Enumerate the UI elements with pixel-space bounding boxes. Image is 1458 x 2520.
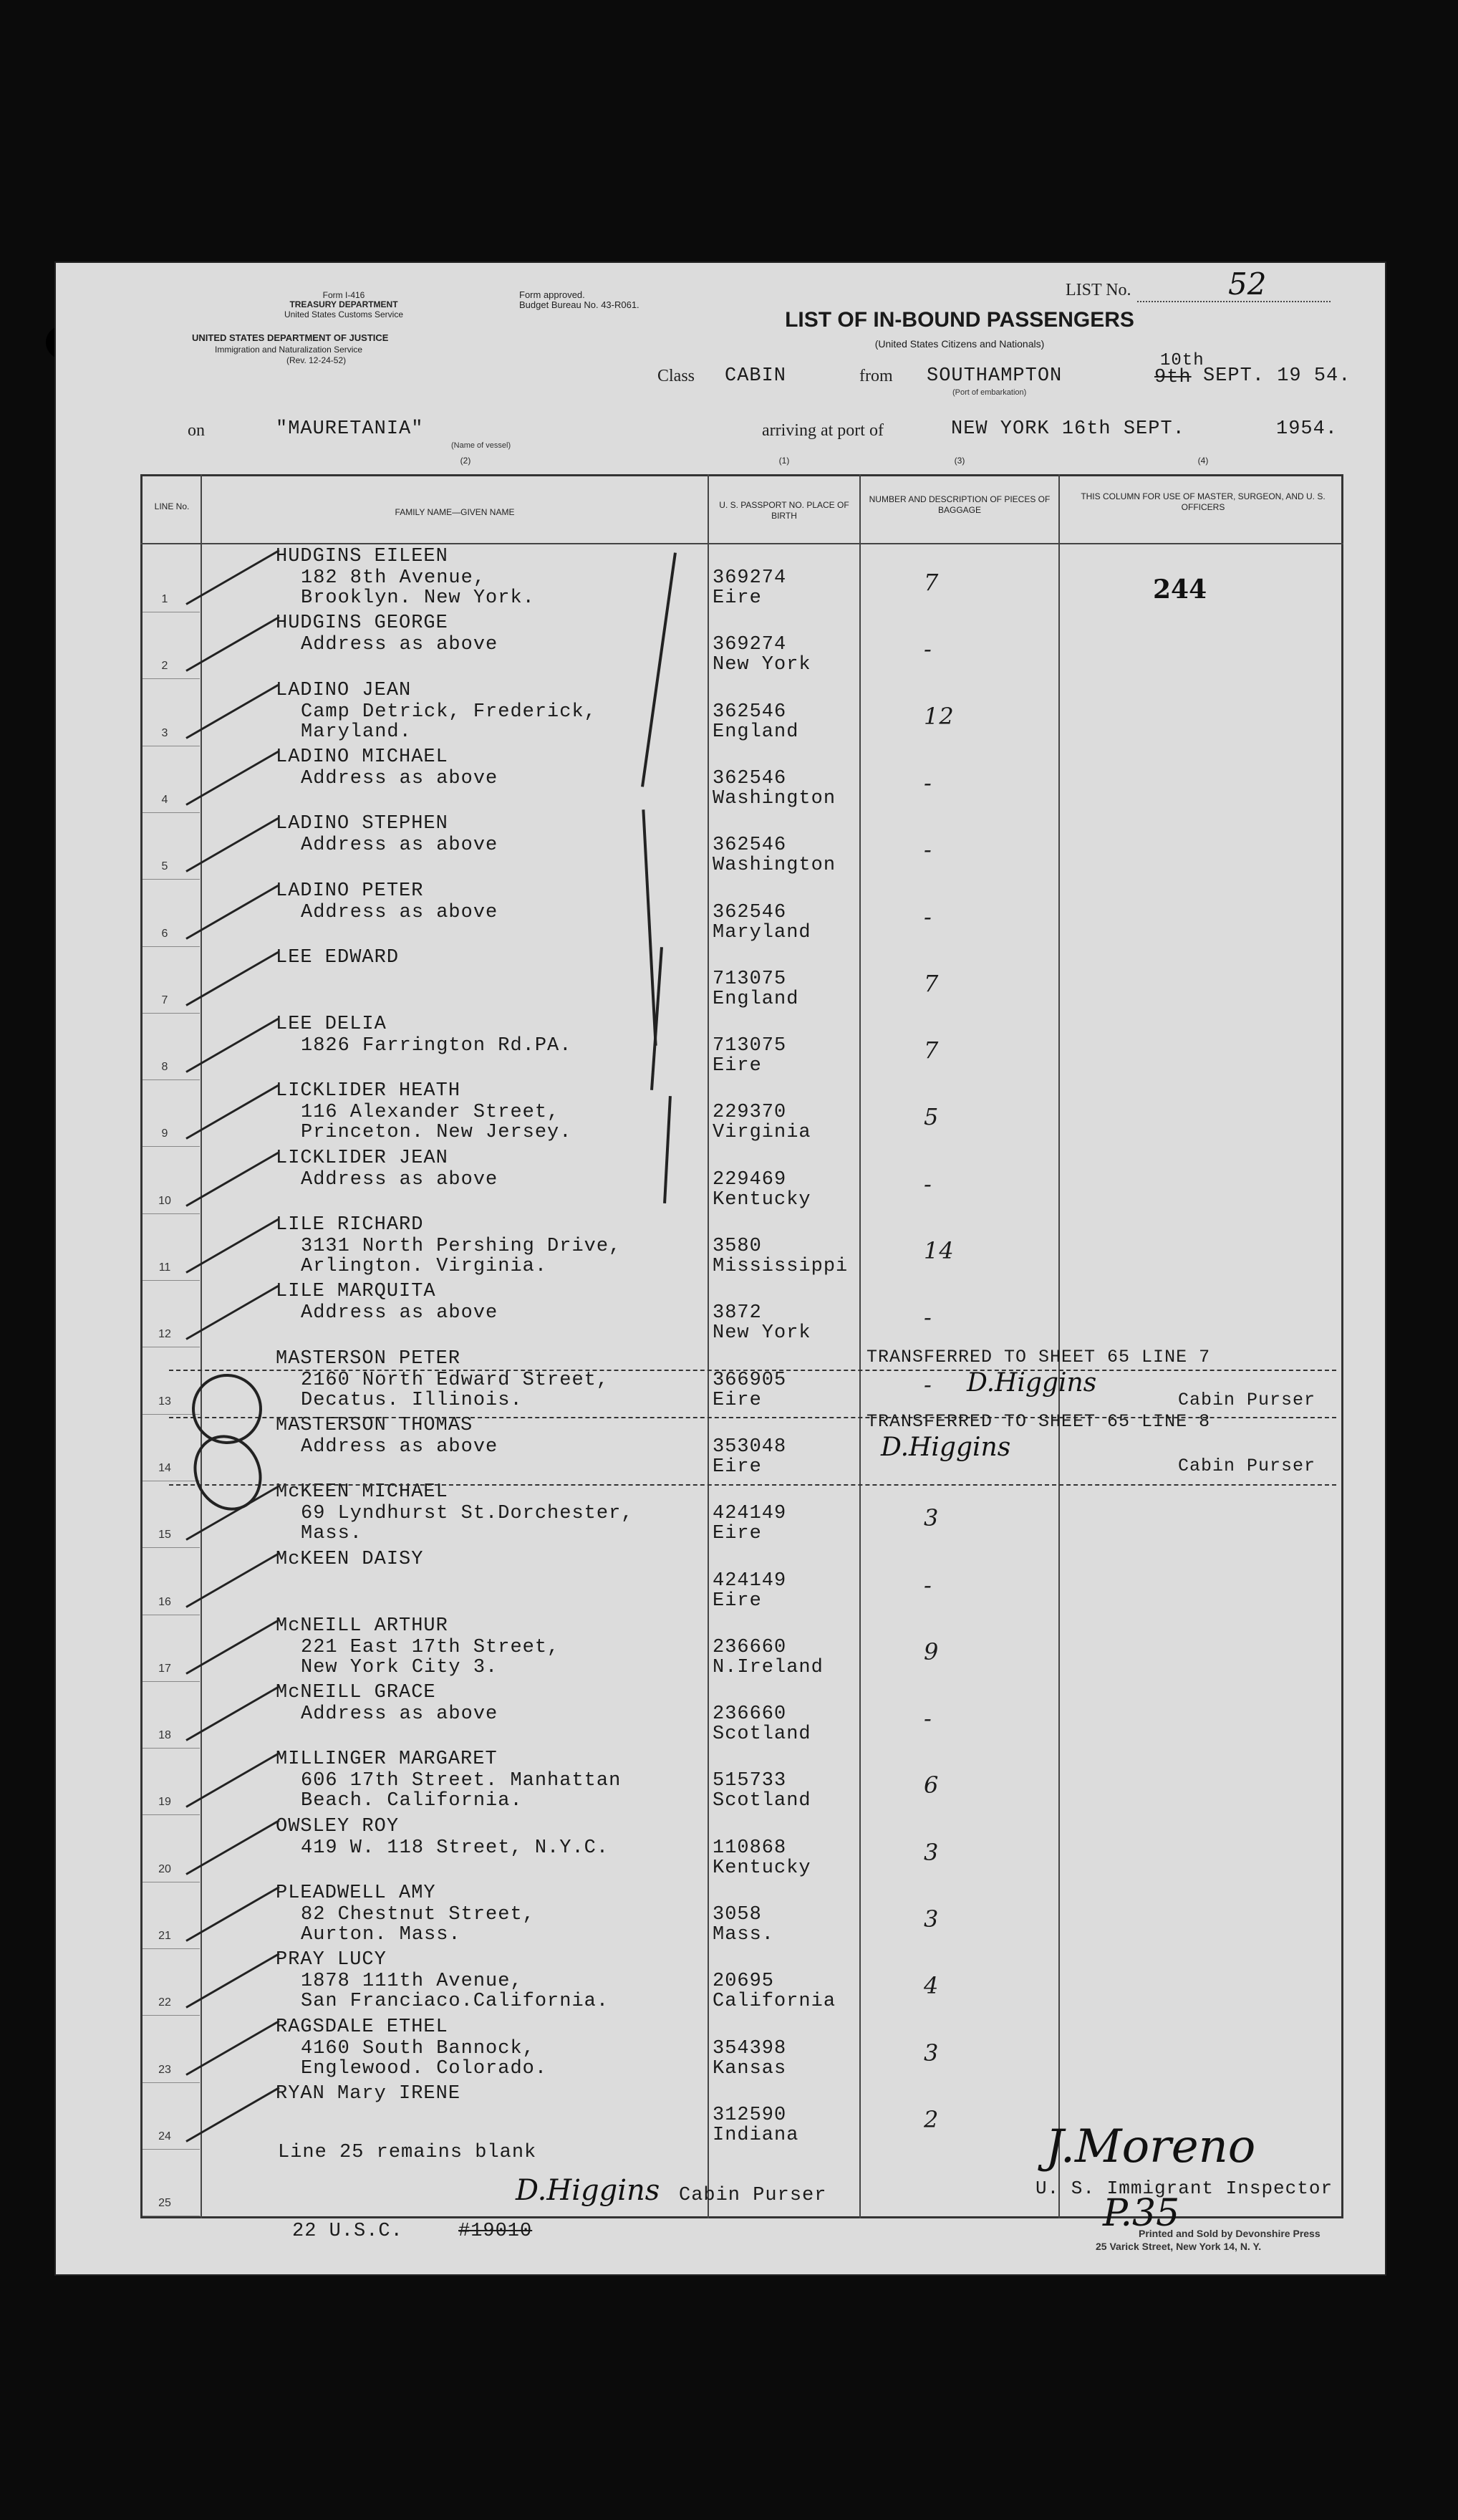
passenger-address: Address as above xyxy=(301,1302,498,1324)
footer-purser-sig: D.Higgins xyxy=(516,2174,660,2207)
form-number: Form I-416 xyxy=(322,290,365,300)
birthplace: Eire xyxy=(713,1055,762,1077)
passenger-address-2: San Franciaco.California. xyxy=(301,1991,609,2013)
passenger-address-2: Decatus. Illinois. xyxy=(301,1389,523,1411)
col-index-4: (4) xyxy=(1197,456,1209,466)
passenger-address-2: Mass. xyxy=(301,1523,363,1545)
date-dep-struck: 9th xyxy=(1154,367,1192,388)
line-number: 11 xyxy=(158,1261,171,1274)
inspector-signature-2: P.35 xyxy=(1103,2192,1180,2235)
class-value: CABIN xyxy=(725,365,787,387)
transfer-sig-14: D.Higgins xyxy=(881,1433,1011,1462)
baggage-count: - xyxy=(924,1370,932,1398)
birthplace: California xyxy=(713,1991,836,2013)
row-separator xyxy=(143,812,200,813)
birthplace: Virginia xyxy=(713,1122,811,1144)
passenger-name: LADINO PETER xyxy=(276,880,424,902)
birthplace: Maryland xyxy=(713,921,811,943)
passenger-address: 69 Lyndhurst St.Dorchester, xyxy=(301,1503,634,1525)
form-approved: Form approved. xyxy=(519,289,585,300)
birthplace: Eire xyxy=(713,1590,762,1612)
line-number: 4 xyxy=(161,793,168,806)
transfer-purser-14: Cabin Purser xyxy=(1178,1456,1316,1476)
baggage-count: 3 xyxy=(924,1838,940,1866)
treasury-dept: TREASURY DEPARTMENT xyxy=(289,299,398,309)
line-number: 6 xyxy=(161,927,168,940)
officer-mark: 244 xyxy=(1153,574,1207,605)
arrival-value: NEW YORK 16th SEPT. xyxy=(951,418,1185,440)
passenger-name: RAGSDALE ETHEL xyxy=(276,2016,448,2038)
col-index-3: (3) xyxy=(954,456,965,466)
passport-number: 369274 xyxy=(713,634,787,656)
passenger-address-2: Beach. California. xyxy=(301,1790,523,1812)
passenger-address-2: Englewood. Colorado. xyxy=(301,2057,548,2079)
passenger-address: 4160 South Bannock, xyxy=(301,2037,535,2059)
line25-note: Line 25 remains blank xyxy=(278,2142,537,2163)
passenger-address-2: Brooklyn. New York. xyxy=(301,587,535,609)
passenger-name: McKEEN MICHAEL xyxy=(276,1481,448,1504)
baggage-count: - xyxy=(924,635,932,663)
inspector-signature: J.Moreno xyxy=(1046,2120,1256,2173)
col-passport: U. S. PASSPORT NO. PLACE OF BIRTH xyxy=(719,500,849,521)
passport-number: 312590 xyxy=(713,2104,787,2126)
passport-number: 362546 xyxy=(713,767,787,789)
birthplace: Eire xyxy=(713,1389,762,1411)
passenger-name: PLEADWELL AMY xyxy=(276,1882,436,1904)
baggage-count: - xyxy=(924,769,932,797)
passenger-address: Address as above xyxy=(301,835,498,857)
baggage-count: 7 xyxy=(924,969,940,997)
line-number: 22 xyxy=(158,1996,171,2009)
inspector-label: U. S. Immigrant Inspector xyxy=(1035,2178,1333,2199)
passport-number: 362546 xyxy=(713,835,787,857)
passport-number: 366905 xyxy=(713,1369,787,1391)
transfer-note-13: TRANSFERRED TO SHEET 65 LINE 7 xyxy=(866,1347,1211,1367)
passenger-name: LADINO STEPHEN xyxy=(276,813,448,835)
line-number: 7 xyxy=(161,994,168,1006)
passenger-name: LILE MARQUITA xyxy=(276,1281,436,1303)
date-dep-rest: SEPT. 19 54. xyxy=(1203,365,1351,387)
line-number: 25 xyxy=(158,2197,171,2210)
line-number: 15 xyxy=(158,1529,171,1542)
line-number: 18 xyxy=(158,1729,171,1742)
class-label: Class xyxy=(657,367,695,385)
row-separator xyxy=(143,1948,200,1949)
line-number: 9 xyxy=(161,1127,168,1140)
row-separator xyxy=(143,1681,200,1682)
budget-bureau: Budget Bureau No. 43-R061. xyxy=(519,299,639,310)
baggage-count: 3 xyxy=(924,2039,940,2067)
line-number: 24 xyxy=(158,2130,171,2143)
vessel-caption: (Name of vessel) xyxy=(451,441,511,450)
birthplace: Kentucky xyxy=(713,1857,811,1879)
list-title: LIST OF IN-BOUND PASSENGERS xyxy=(785,308,1134,332)
baggage-count: 3 xyxy=(924,1905,940,1933)
ins: Immigration and Naturalization Service xyxy=(215,345,363,355)
passport-number: 354398 xyxy=(713,2037,787,2059)
passport-number: 236660 xyxy=(713,1703,787,1726)
row-separator xyxy=(143,2082,200,2083)
passenger-address-2: Aurton. Mass. xyxy=(301,1924,461,1946)
baggage-count: 6 xyxy=(924,1771,940,1799)
passenger-address: Address as above xyxy=(301,901,498,923)
list-subtitle: (United States Citizens and Nationals) xyxy=(874,338,1045,350)
col-line-no: LINE No. xyxy=(154,501,190,511)
passenger-name: MASTERSON THOMAS xyxy=(276,1414,473,1436)
passport-number: 229469 xyxy=(713,1168,787,1191)
birthplace: Washington xyxy=(713,855,836,877)
passenger-name: HUDGINS GEORGE xyxy=(276,612,448,635)
line-number: 1 xyxy=(161,593,168,605)
birthplace: Eire xyxy=(713,1456,762,1478)
passport-number: 3872 xyxy=(713,1302,762,1324)
line-number: 14 xyxy=(158,1461,171,1474)
birthplace: Mass. xyxy=(713,1924,775,1946)
customs-service: United States Customs Service xyxy=(284,309,404,319)
arrival-year: 1954. xyxy=(1276,418,1338,440)
passenger-address: Address as above xyxy=(301,634,498,656)
passenger-name: MASTERSON PETER xyxy=(276,1347,461,1370)
baggage-count: - xyxy=(924,903,932,930)
birthplace: N.Ireland xyxy=(713,1656,824,1678)
birthplace: New York xyxy=(713,654,811,676)
passenger-name: McNEILL ARTHUR xyxy=(276,1615,448,1637)
col-index-2: (2) xyxy=(460,456,471,466)
footer-usc: 22 U.S.C. xyxy=(292,2221,403,2242)
birthplace: Scotland xyxy=(713,1723,811,1746)
passport-number: 229370 xyxy=(713,1102,787,1124)
row-separator xyxy=(143,1814,200,1815)
vessel-value: "MAURETANIA" xyxy=(276,418,424,440)
passport-number: 713075 xyxy=(713,1035,787,1057)
footer-purser: Cabin Purser xyxy=(679,2185,827,2206)
on-label: on xyxy=(188,421,205,440)
row-separator xyxy=(143,1748,200,1749)
baggage-count: 2 xyxy=(924,2105,940,2133)
line-number: 5 xyxy=(161,860,168,873)
passenger-address: 82 Chestnut Street, xyxy=(301,1904,535,1925)
passenger-name: LICKLIDER JEAN xyxy=(276,1147,448,1169)
passenger-name: OWSLEY ROY xyxy=(276,1815,400,1837)
printer-line-1: Printed and Sold by Devonshire Press xyxy=(1139,2228,1321,2239)
port-value: SOUTHAMPTON xyxy=(927,365,1063,387)
transfer-purser-13: Cabin Purser xyxy=(1178,1390,1316,1410)
passport-number: 3580 xyxy=(713,1236,762,1257)
revision: (Rev. 12-24-52) xyxy=(286,355,347,365)
passport-number: 369274 xyxy=(713,567,787,589)
passenger-address: 116 Alexander Street, xyxy=(301,1102,560,1124)
passenger-address: Address as above xyxy=(301,1168,498,1191)
passenger-address-2: Princeton. New Jersey. xyxy=(301,1122,572,1144)
passport-number: 3058 xyxy=(713,1904,762,1925)
birthplace: Indiana xyxy=(713,2124,799,2146)
row-separator xyxy=(143,1213,200,1214)
col-officers: THIS COLUMN FOR USE OF MASTER, SURGEON, AND U. S. OFFICERS xyxy=(1081,491,1326,512)
baggage-count: - xyxy=(924,1705,932,1733)
row-separator xyxy=(143,879,200,880)
birthplace: Kentucky xyxy=(713,1188,811,1211)
baggage-count: 9 xyxy=(924,1637,940,1665)
row-separator xyxy=(143,678,200,679)
passenger-name: LADINO MICHAEL xyxy=(276,746,448,768)
birthplace: New York xyxy=(713,1322,811,1345)
line-number: 10 xyxy=(158,1194,171,1207)
date-dep-day: 10th xyxy=(1160,351,1204,370)
passport-number: 362546 xyxy=(713,701,787,723)
baggage-count: 7 xyxy=(924,1037,940,1064)
birthplace: Eire xyxy=(713,1523,762,1545)
line-number: 21 xyxy=(158,1930,171,1942)
passenger-name: LEE DELIA xyxy=(276,1014,387,1036)
baggage-count: 4 xyxy=(924,1972,940,2000)
col-index-1: (1) xyxy=(778,456,790,466)
baggage-count: 7 xyxy=(924,569,940,596)
line-number: 3 xyxy=(161,726,168,739)
baggage-count: - xyxy=(924,836,932,864)
passenger-name: McKEEN DAISY xyxy=(276,1548,424,1570)
passport-number: 110868 xyxy=(713,1837,787,1859)
birthplace: Kansas xyxy=(713,2057,787,2079)
baggage-count: - xyxy=(924,1170,932,1198)
line-number: 23 xyxy=(158,2063,171,2076)
list-no-value: 52 xyxy=(1228,266,1267,302)
birthplace: Eire xyxy=(713,587,762,609)
passenger-name: HUDGINS EILEEN xyxy=(276,546,448,567)
passenger-address: 1826 Farrington Rd.PA. xyxy=(301,1035,572,1057)
transfer-sig-13: D.Higgins xyxy=(967,1368,1097,1398)
printer-line-2: 25 Varick Street, New York 14, N. Y. xyxy=(1096,2241,1262,2252)
row-separator xyxy=(143,1079,200,1080)
row-separator xyxy=(143,2149,200,2150)
line-number: 20 xyxy=(158,1862,171,1875)
col-name: FAMILY NAME—GIVEN NAME xyxy=(395,507,515,517)
from-label: from xyxy=(859,367,893,385)
passport-number: 353048 xyxy=(713,1435,787,1458)
justice-dept: UNITED STATES DEPARTMENT OF JUSTICE xyxy=(192,332,389,343)
passport-number: 362546 xyxy=(713,901,787,923)
passenger-address: 419 W. 118 Street, N.Y.C. xyxy=(301,1837,609,1859)
passenger-address: 221 East 17th Street, xyxy=(301,1636,560,1658)
baggage-count: - xyxy=(924,1304,932,1332)
passenger-address: Address as above xyxy=(301,1703,498,1726)
line-number: 8 xyxy=(161,1061,168,1074)
passenger-name: RYAN Mary IRENE xyxy=(276,2082,461,2105)
footer-struck-number: #19010 xyxy=(458,2221,533,2242)
birthplace: England xyxy=(713,721,799,743)
passenger-address-2: Arlington. Virginia. xyxy=(301,1256,548,1277)
baggage-count: 12 xyxy=(924,702,955,730)
row-separator xyxy=(143,1414,200,1415)
passenger-name: McNEILL GRACE xyxy=(276,1682,436,1704)
row-separator xyxy=(143,1013,200,1014)
list-no-label: LIST No. xyxy=(1066,281,1131,299)
baggage-count: 3 xyxy=(924,1504,940,1532)
birthplace: England xyxy=(713,988,799,1010)
passport-number: 236660 xyxy=(713,1636,787,1658)
passenger-address: 3131 North Pershing Drive, xyxy=(301,1236,622,1257)
passenger-address: 1878 111th Avenue, xyxy=(301,1971,523,1993)
transfer-note-14: TRANSFERRED TO SHEET 65 LINE 8 xyxy=(866,1411,1211,1432)
passenger-name: LEE EDWARD xyxy=(276,946,400,968)
passenger-address: Camp Detrick, Frederick, xyxy=(301,701,597,723)
passenger-name: LILE RICHARD xyxy=(276,1214,424,1236)
row-separator xyxy=(143,1280,200,1281)
line-number: 17 xyxy=(158,1662,171,1675)
baggage-count: 14 xyxy=(924,1237,955,1264)
passenger-address: Address as above xyxy=(301,767,498,789)
passport-number: 713075 xyxy=(713,968,787,990)
port-caption: (Port of embarkation) xyxy=(952,388,1027,397)
passport-number: 424149 xyxy=(713,1569,787,1592)
row-separator xyxy=(143,1146,200,1147)
line-number: 13 xyxy=(158,1395,171,1408)
row-separator xyxy=(143,2015,200,2016)
line-number: 2 xyxy=(161,660,168,673)
passport-number: 20695 xyxy=(713,1971,775,1993)
passenger-address-2: New York City 3. xyxy=(301,1656,498,1678)
arriving-label: arriving at port of xyxy=(762,421,884,440)
passenger-name: LADINO JEAN xyxy=(276,679,412,701)
col-baggage: NUMBER AND DESCRIPTION OF PIECES OF BAGGAGE xyxy=(869,494,1051,515)
passenger-address: 2160 North Edward Street, xyxy=(301,1369,609,1391)
line-number: 19 xyxy=(158,1796,171,1809)
passport-number: 424149 xyxy=(713,1503,787,1525)
line-number: 12 xyxy=(158,1328,171,1341)
row-separator xyxy=(143,1547,200,1548)
passenger-address-2: Maryland. xyxy=(301,721,412,743)
passenger-address: Address as above xyxy=(301,1435,498,1458)
baggage-count: 5 xyxy=(924,1103,940,1131)
passenger-name: MILLINGER MARGARET xyxy=(276,1749,498,1771)
passenger-address: 182 8th Avenue, xyxy=(301,567,486,589)
row-separator xyxy=(143,946,200,947)
baggage-count: - xyxy=(924,1571,932,1599)
line-number: 16 xyxy=(158,1595,171,1608)
passenger-name: PRAY LUCY xyxy=(276,1949,387,1971)
birthplace: Scotland xyxy=(713,1790,811,1812)
passenger-name: LICKLIDER HEATH xyxy=(276,1080,461,1102)
passenger-address: 606 17th Street. Manhattan xyxy=(301,1770,622,1792)
birthplace: Washington xyxy=(713,787,836,809)
birthplace: Mississippi xyxy=(713,1256,849,1277)
passport-number: 515733 xyxy=(713,1770,787,1792)
